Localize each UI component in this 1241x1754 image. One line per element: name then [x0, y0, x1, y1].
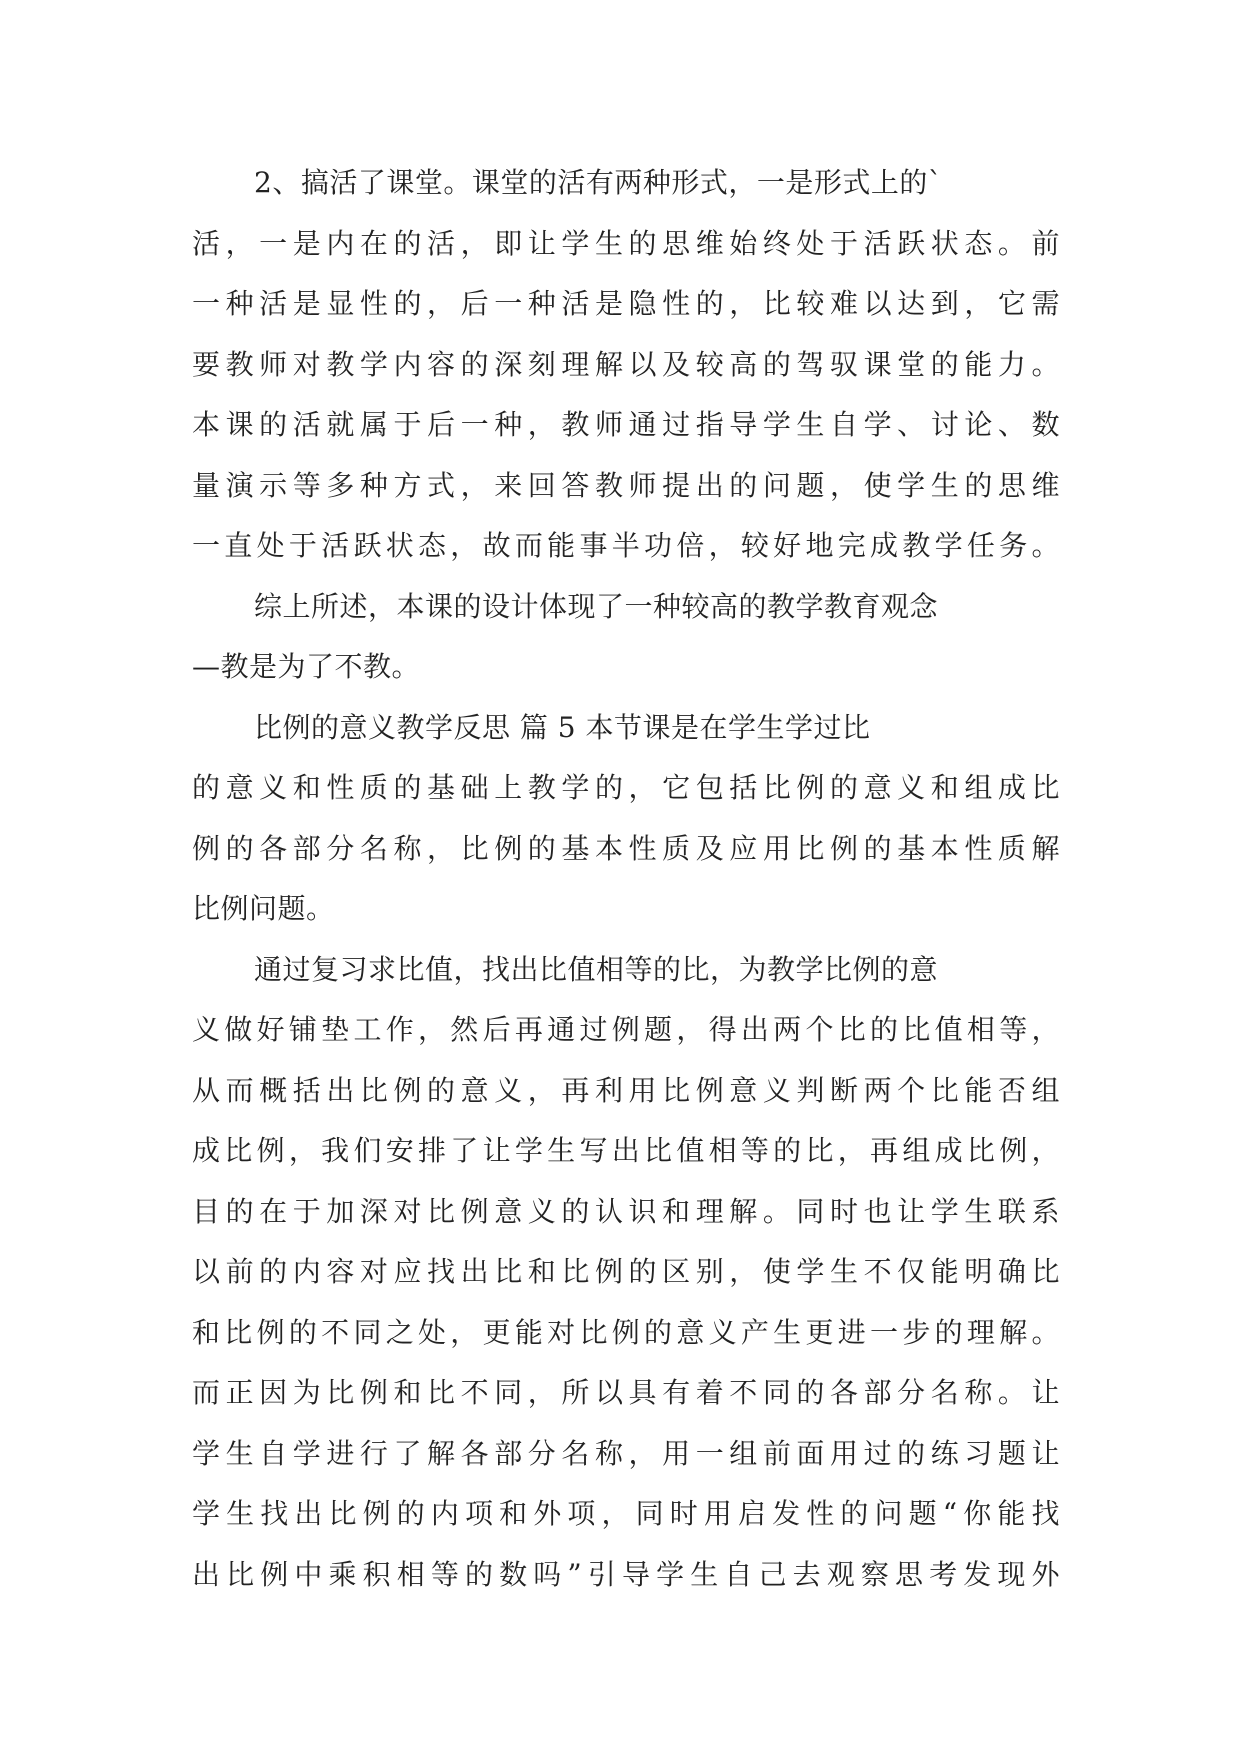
text-line: 本课的活就属于后一种，教师通过指导学生自学、讨论、数	[192, 408, 1060, 441]
section-heading-line: 比例的意义教学反思 篇 5 本节课是在学生学过比	[254, 710, 871, 744]
text-line: 学生找出比例的内项和外项，同时用启发性的问题“你能找	[192, 1497, 1060, 1530]
text-line: 活，一是内在的活，即让学生的思维始终处于活跃状态。前	[192, 226, 1060, 260]
text-line: 从而概括出比例的意义，再利用比例意义判断两个比能否组	[192, 1073, 1060, 1107]
text-line: 一直处于活跃状态，故而能事半功倍，较好地完成教学任务。	[192, 529, 1060, 562]
text-line: 成比例，我们安排了让学生写出比值相等的比，再组成比例，	[192, 1134, 1060, 1167]
text-line: 要教师对教学内容的深刻理解以及较高的驾驭课堂的能力。	[192, 347, 1060, 381]
text-line: 目的在于加深对比例意义的认识和理解。同时也让学生联系	[192, 1194, 1060, 1228]
text-line: 量演示等多种方式，来回答教师提出的问题，使学生的思维	[192, 468, 1060, 502]
text-line: 而正因为比例和比不同，所以具有着不同的各部分名称。让	[192, 1376, 1060, 1409]
text-line: 出比例中乘积相等的数吗”引导学生自己去观察思考发现外	[192, 1557, 1060, 1591]
text-line: 和比例的不同之处，更能对比例的意义产生更进一步的理解。	[192, 1315, 1060, 1349]
text-line: 学生自学进行了解各部分名称，用一组前面用过的练习题让	[192, 1436, 1060, 1470]
text-line: 例的各部分名称，比例的基本性质及应用比例的基本性质解	[192, 831, 1060, 865]
text-line: 2、搞活了课堂。课堂的活有两种形式，一是形式上的`	[254, 166, 943, 199]
text-line: 义做好铺垫工作，然后再通过例题，得出两个比的比值相等，	[192, 1013, 1060, 1046]
text-line: 以前的内容对应找出比和比例的区别，使学生不仅能明确比	[192, 1255, 1060, 1288]
text-line: —教是为了不教。	[192, 650, 421, 683]
text-line: 一种活是显性的，后一种活是隐性的，比较难以达到，它需	[192, 287, 1060, 320]
text-line: 综上所述，本课的设计体现了一种较高的教学教育观念	[254, 589, 939, 623]
text-line: 比例问题。	[192, 892, 335, 925]
body-text	[192, 153, 1060, 1605]
text-line: 通过复习求比值，找出比值相等的比，为教学比例的意	[254, 952, 939, 986]
text-line: 的意义和性质的基础上教学的，它包括比例的意义和组成比	[192, 771, 1060, 804]
